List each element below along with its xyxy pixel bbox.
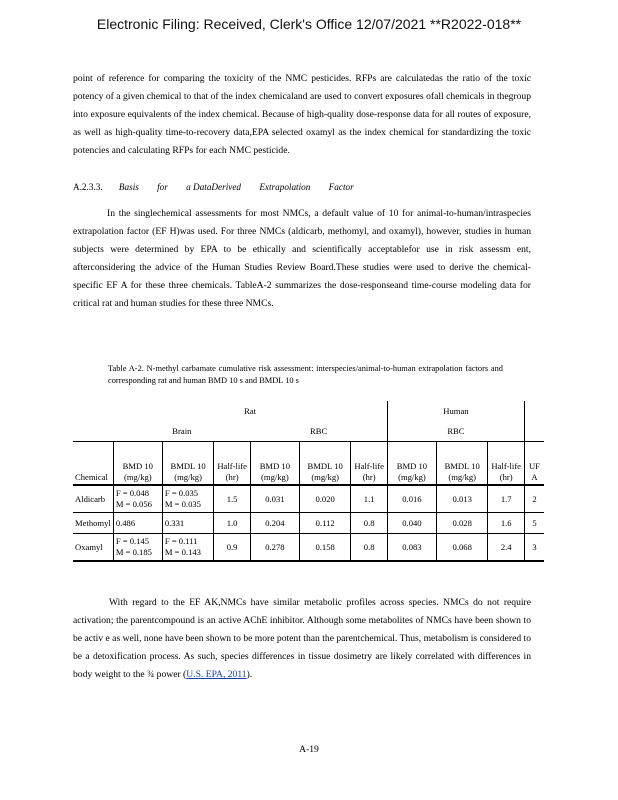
cell: 1.5 bbox=[214, 485, 250, 513]
subgroup-rbc-human: RBC bbox=[387, 421, 524, 442]
cell: 1.1 bbox=[351, 485, 387, 513]
cell: 5 bbox=[524, 513, 544, 534]
cell-chemical: Methomyl bbox=[73, 513, 113, 534]
column-header: BMDL 10 (mg/kg) bbox=[299, 442, 351, 486]
bmd-table bbox=[73, 401, 544, 562]
column-header: Chemical bbox=[73, 442, 113, 486]
column-header: BMD 10 (mg/kg) bbox=[250, 442, 299, 486]
column-header: BMD 10 (mg/kg) bbox=[113, 442, 162, 486]
cell: 0.083 bbox=[387, 534, 436, 562]
column-header: BMD 10 (mg/kg) bbox=[387, 442, 436, 486]
cell: 0.8 bbox=[351, 534, 387, 562]
column-header: UF A bbox=[524, 442, 544, 486]
citation-link[interactable]: U.S. EPA, 2011 bbox=[186, 669, 247, 680]
cell: 0.331 bbox=[162, 513, 214, 534]
cell: 0.031 bbox=[250, 485, 299, 513]
cell: 2 bbox=[524, 485, 544, 513]
column-header: BMDL 10 (mg/kg) bbox=[162, 442, 214, 486]
table-row bbox=[73, 534, 544, 562]
table-row bbox=[73, 513, 544, 534]
cell: 0.068 bbox=[436, 534, 488, 562]
paragraph-extrapolation: In the singlechemical assessments for most NMCs, a default value of 10 for animal-to-human/intraspecies extrapolation factor (EF H)was used. For three NMCs (aldicarb, methomyl, and oxamyl), however, studies in human subjects were determined by EPA to be ethically and scientifically acceptablefor use in risk assessm ent, afterconsidering the advice of the Human Studies Review Board.These studies were used to derive the chemical-specific EF A for these three chemicals. TableA-2 summarizes the dose-responseand time-course modeling data for critical rat and human studies for these three NMCs. bbox=[73, 208, 531, 309]
cell: 3 bbox=[524, 534, 544, 562]
cell: 0.278 bbox=[250, 534, 299, 562]
section-title-word: for bbox=[157, 182, 168, 192]
cell: 0.8 bbox=[351, 513, 387, 534]
column-header: BMDL 10 (mg/kg) bbox=[436, 442, 488, 486]
paragraph-rfp: point of reference for comparing the toxicity of the NMC pesticides. RFPs are calculatedas the ratio of the toxic potency of a given chemical to that of the index chemicaland are used to convert exposures ofall chemicals in thegroup into exposure equivalents of the index chemical. Because of high-quality dose-response data for all routes of exposure, as well as high-quality time-to-recovery data,EPA selected oxamyl as the index chemical for standardizing the toxic potencies and calculating RFPs for each NMC pesticide. bbox=[73, 73, 531, 156]
section-title-word: Extrapolation bbox=[259, 182, 311, 192]
section-number: A.2.3.3. bbox=[73, 182, 103, 192]
paragraph-metabolism-text: With regard to the EF AK,NMCs have similar metabolic profiles across species. NMCs do not require activation; the parentcompound is an active AChE inhibitor. Although some metabolites of NMCs have been shown to be activ e as well, none have been shown to be more potent than the parentchemical. Thus, metabolism is considered to be a detoxification process. As such, species differences in tissue dosimetry are likely correlated with differences in body weight to the ¾ power ( bbox=[73, 597, 531, 680]
section-title-word: Basis bbox=[118, 182, 139, 192]
cell: 0.204 bbox=[250, 513, 299, 534]
column-header: Half-life (hr) bbox=[351, 442, 387, 486]
table-row bbox=[73, 485, 544, 513]
paragraph-metabolism-end: ). bbox=[246, 669, 253, 680]
cell: 1.0 bbox=[214, 513, 250, 534]
cell: 0.013 bbox=[436, 485, 488, 513]
cell: 0.112 bbox=[299, 513, 351, 534]
cell: 2.4 bbox=[488, 534, 524, 562]
column-header: Half-life (hr) bbox=[488, 442, 524, 486]
cell: 0.040 bbox=[387, 513, 436, 534]
section-heading bbox=[73, 178, 531, 196]
cell: 0.158 bbox=[299, 534, 351, 562]
cell: 1.6 bbox=[488, 513, 524, 534]
cell: 1.7 bbox=[488, 485, 524, 513]
cell: 0.028 bbox=[436, 513, 488, 534]
cell: F = 0.145 M = 0.185 bbox=[113, 534, 162, 562]
cell: 0.9 bbox=[214, 534, 250, 562]
cell: F = 0.048 M = 0.056 bbox=[113, 485, 162, 513]
section-title-word: a DataDerived bbox=[186, 182, 242, 192]
subgroup-brain: Brain bbox=[113, 421, 250, 442]
cell-chemical: Aldicarb bbox=[73, 485, 113, 513]
table-caption: Table A-2. N-methyl carbamate cumulative risk assessment: interspecies/animal-to-human extrapolation factors and corresponding rat and human BMD 10 s and BMDL 10 s bbox=[108, 364, 503, 385]
subgroup-rbc-rat: RBC bbox=[250, 421, 387, 442]
cell: F = 0.111 M = 0.143 bbox=[162, 534, 214, 562]
column-header: Half-life (hr) bbox=[214, 442, 250, 486]
filing-header: Electronic Filing: Received, Clerk's Office 12/07/2021 **R2022-018** bbox=[96, 16, 522, 32]
cell-chemical: Oxamyl bbox=[73, 534, 113, 562]
section-title-word: Factor bbox=[328, 182, 354, 192]
cell: 0.016 bbox=[387, 485, 436, 513]
group-human: Human bbox=[387, 401, 524, 421]
cell: F = 0.035 M = 0.035 bbox=[162, 485, 214, 513]
cell: 0.486 bbox=[113, 513, 162, 534]
page-number: A-19 bbox=[299, 744, 319, 755]
cell: 0.020 bbox=[299, 485, 351, 513]
group-rat: Rat bbox=[244, 405, 257, 416]
paragraph-metabolism bbox=[73, 594, 531, 684]
